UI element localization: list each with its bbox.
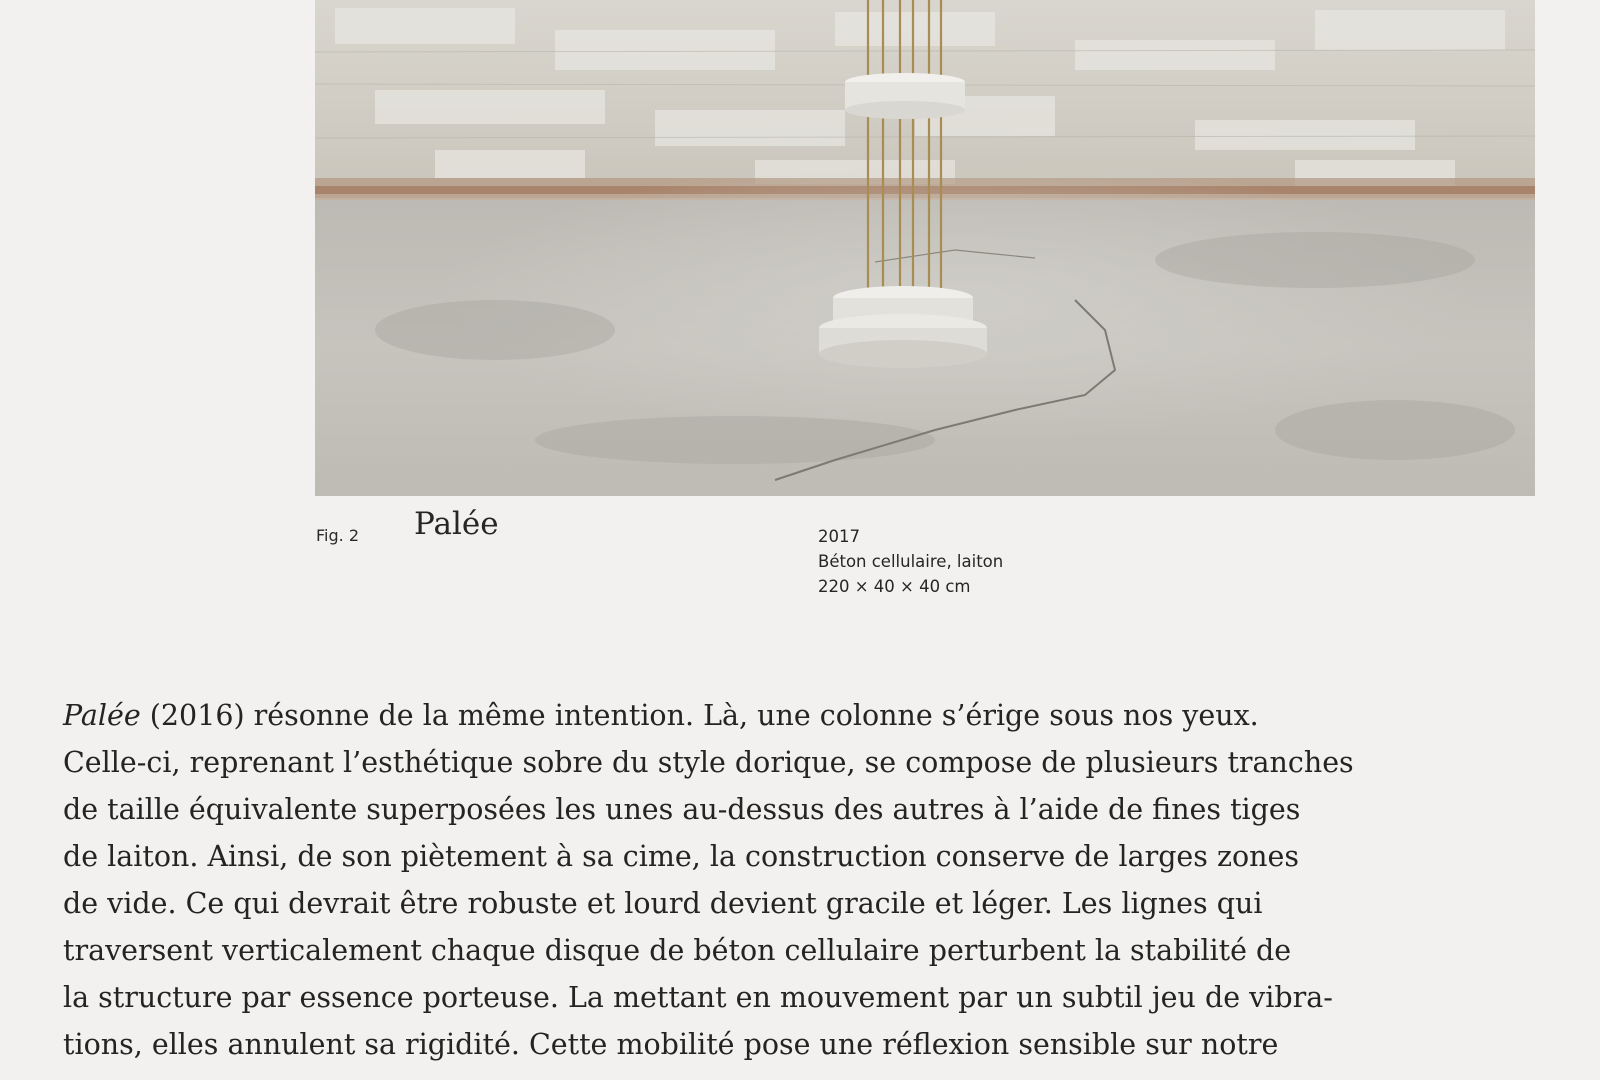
paragraph-line: de laiton. Ainsi, de son piètement à sa cime, la construction conserve de larges zones	[63, 840, 1300, 873]
figure-materials: Béton cellulaire, laiton	[818, 552, 1004, 571]
figure-dimensions: 220 × 40 × 40 cm	[818, 577, 971, 596]
paragraph-line: de taille équivalente superposées les unes au-dessus des autres à l’aide de fines tiges	[63, 793, 1301, 826]
figure-caption	[818, 524, 1003, 599]
paragraph-line: de vide. Ce qui devrait être robuste et lourd devient gracile et léger. Les lignes qui	[63, 887, 1263, 920]
figure-title: Palée	[414, 506, 499, 542]
paragraph-line: tions, elles annulent sa rigidité. Cette mobilité pose une réflexion sensible sur notre	[63, 1028, 1279, 1061]
paragraph-line: traversent verticalement chaque disque de béton cellulaire perturbent la stabilité de	[63, 934, 1292, 967]
figure-label: Fig. 2	[316, 526, 359, 545]
paragraph-line: la structure par essence porteuse. La mettant en mouvement par un subtil jeu de vibra-	[63, 981, 1333, 1014]
artwork-title-italic: Palée	[63, 699, 141, 732]
paragraph-line: Celle-ci, reprenant l’esthétique sobre du style dorique, se compose de plusieurs tranches	[63, 746, 1354, 779]
paragraph-line: Palée (2016) résonne de la même intention. Là, une colonne s’érige sous nos yeux.	[63, 699, 1259, 732]
figure-year: 2017	[818, 527, 860, 546]
artwork-photo	[315, 0, 1535, 496]
body-paragraph	[63, 692, 1543, 1068]
